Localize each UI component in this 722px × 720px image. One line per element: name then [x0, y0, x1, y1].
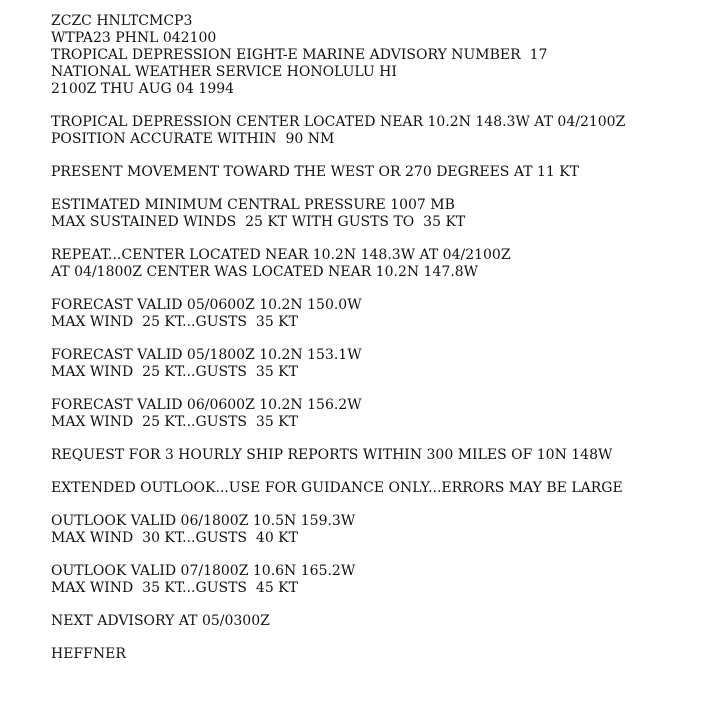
ship-report-request-line: REQUEST FOR 3 HOURLY SHIP REPORTS WITHIN 300 MILES OF 10N 148W: [51, 447, 613, 463]
outlook-valid-line: OUTLOOK VALID 07/1800Z 10.6N 165.2W: [51, 563, 356, 579]
forecast-valid-line: FORECAST VALID 06/0600Z 10.2N 156.2W: [51, 397, 362, 413]
extended-outlook-block: [51, 480, 711, 497]
outlook-wind-line: MAX WIND 35 KT...GUSTS 45 KT: [51, 580, 298, 596]
intensity-block: [51, 197, 711, 231]
header-block: [51, 13, 711, 98]
repeat-center-line: REPEAT...CENTER LOCATED NEAR 10.2N 148.3W AT 04/2100Z: [51, 247, 511, 263]
repeat-block: [51, 247, 711, 281]
forecast-wind-line: MAX WIND 25 KT...GUSTS 35 KT: [51, 414, 298, 430]
movement-block: [51, 164, 711, 181]
outlook-block-2: [51, 563, 711, 597]
max-sustained-winds-line: MAX SUSTAINED WINDS 25 KT WITH GUSTS TO 35 KT: [51, 214, 466, 230]
forecast-block-3: [51, 397, 711, 431]
wmo-start-line: ZCZC HNLTCMCP3: [51, 13, 193, 29]
forecast-valid-line: FORECAST VALID 05/1800Z 10.2N 153.1W: [51, 347, 362, 363]
forecast-block-2: [51, 347, 711, 381]
issuing-office: NATIONAL WEATHER SERVICE HONOLULU HI: [51, 64, 397, 80]
center-location-line: TROPICAL DEPRESSION CENTER LOCATED NEAR 10.2N 148.3W AT 04/2100Z: [51, 114, 626, 130]
issue-time: 2100Z THU AUG 04 1994: [51, 81, 235, 97]
forecast-wind-line: MAX WIND 25 KT...GUSTS 35 KT: [51, 314, 298, 330]
central-pressure-line: ESTIMATED MINIMUM CENTRAL PRESSURE 1007 MB: [51, 197, 455, 213]
outlook-block-1: [51, 513, 711, 547]
present-movement-line: PRESENT MOVEMENT TOWARD THE WEST OR 270 DEGREES AT 11 KT: [51, 164, 580, 180]
forecast-wind-line: MAX WIND 25 KT...GUSTS 35 KT: [51, 364, 298, 380]
position-accuracy-line: POSITION ACCURATE WITHIN 90 NM: [51, 131, 335, 147]
forecaster-signature: HEFFNER: [51, 646, 126, 662]
wmo-header-line: WTPA23 PHNL 042100: [51, 30, 217, 46]
forecast-valid-line: FORECAST VALID 05/0600Z 10.2N 150.0W: [51, 297, 362, 313]
advisory-document: [51, 13, 711, 679]
signature-block: [51, 646, 711, 663]
extended-outlook-line: EXTENDED OUTLOOK...USE FOR GUIDANCE ONLY...ERRORS MAY BE LARGE: [51, 480, 623, 496]
ship-report-request-block: [51, 447, 711, 464]
next-advisory-line: NEXT ADVISORY AT 05/0300Z: [51, 613, 270, 629]
next-advisory-block: [51, 613, 711, 630]
outlook-valid-line: OUTLOOK VALID 06/1800Z 10.5N 159.3W: [51, 513, 356, 529]
advisory-title: TROPICAL DEPRESSION EIGHT-E MARINE ADVISORY NUMBER 17: [51, 47, 548, 63]
outlook-wind-line: MAX WIND 30 KT...GUSTS 40 KT: [51, 530, 298, 546]
center-position-block: [51, 114, 711, 148]
previous-center-line: AT 04/1800Z CENTER WAS LOCATED NEAR 10.2N 147.8W: [51, 264, 479, 280]
forecast-block-1: [51, 297, 711, 331]
